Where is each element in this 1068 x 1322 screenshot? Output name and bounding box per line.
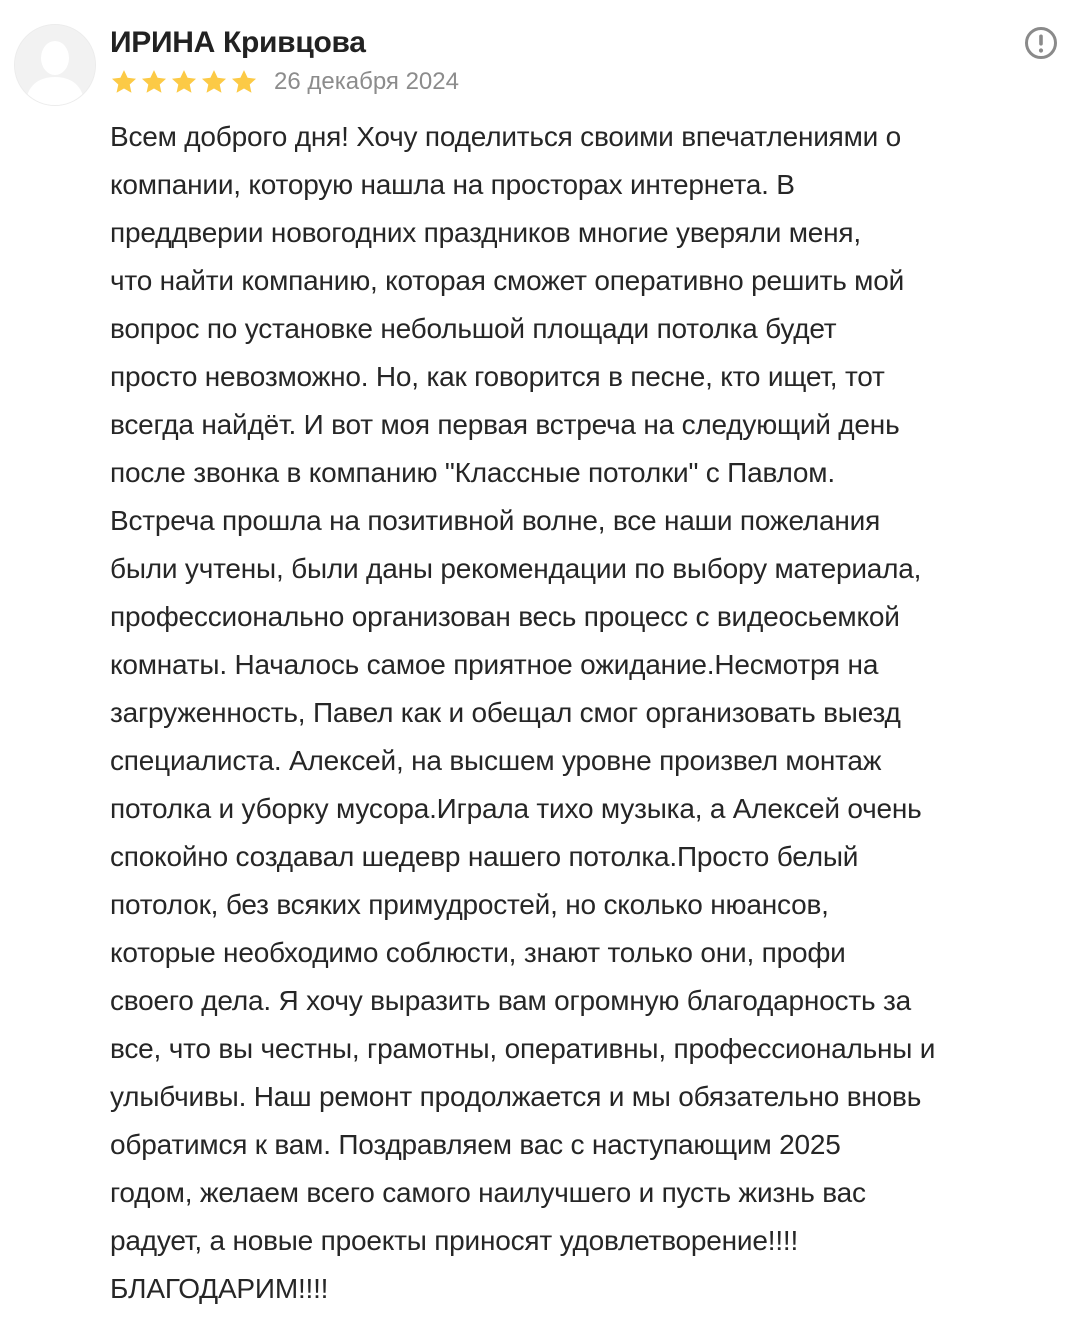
review-text-line: компании, которую нашла на просторах интернета. В: [110, 169, 795, 200]
review-text-line: специалиста. Алексей, на высшем уровне произвел монтаж: [110, 745, 882, 776]
review-text-line: после звонка в компанию "Классные потолки" с Павлом.: [110, 457, 835, 488]
review-meta: [110, 66, 459, 98]
review-text-line: вопрос по установке небольшой площади потолка будет: [110, 313, 837, 344]
review-text-line: Всем доброго дня! Хочу поделиться своими впечатлениями о: [110, 121, 902, 152]
user-silhouette-icon: [15, 25, 95, 105]
review-text-line: потолка и уборку мусора.Играла тихо музыка, а Алексей очень: [110, 793, 922, 824]
review-text-line: загруженность, Павел как и обещал смог организовать выезд: [110, 697, 901, 728]
review-text-line: Встреча прошла на позитивной волне, все наши пожелания: [110, 505, 881, 536]
star-icon: [200, 68, 228, 96]
review-text-line: просто невозможно. Но, как говорится в песне, кто ищет, тот: [110, 361, 885, 392]
review-text-line: своего дела. Я хочу выразить вам огромную благодарность за: [110, 985, 911, 1016]
review-text-line: профессионально организован весь процесс с видеосьемкой: [110, 601, 900, 632]
review-text-line: всегда найдёт. И вот моя первая встреча на следующий день: [110, 409, 900, 440]
star-icon: [230, 68, 258, 96]
star-icon: [110, 68, 138, 96]
star-icon: [170, 68, 198, 96]
review-text-line: потолок, без всяких примудростей, но сколько нюансов,: [110, 889, 829, 920]
review-text-line: были учтены, были даны рекомендации по выбору материала,: [110, 553, 922, 584]
author-name[interactable]: ИРИНА Кривцова: [110, 26, 366, 59]
review-text-line: годом, желаем всего самого наилучшего и пусть жизнь вас: [110, 1177, 866, 1208]
review-text-line: преддверии новогодних праздников многие уверяли меня,: [110, 217, 861, 248]
star-icon: [140, 68, 168, 96]
star-rating: [110, 68, 258, 96]
review-text: [110, 113, 1060, 1313]
review-text-line: комнаты. Началось самое приятное ожидание.Несмотря на: [110, 649, 879, 680]
review-text-line: спокойно создавал шедевр нашего потолка.Просто белый: [110, 841, 859, 872]
review-text-line: что найти компанию, которая сможет оперативно решить мой: [110, 265, 905, 296]
exclamation-circle-icon[interactable]: [1024, 26, 1058, 60]
review-text-line: которые необходимо соблюсти, знают только они, профи: [110, 937, 846, 968]
avatar[interactable]: [14, 24, 96, 106]
review-text-line: все, что вы честны, грамотны, оперативны, профессиональны и: [110, 1033, 936, 1064]
review-text-line: улыбчивы. Наш ремонт продолжается и мы обязательно вновь: [110, 1081, 922, 1112]
review-text-line: БЛАГОДАРИМ!!!!: [110, 1273, 329, 1304]
review-text-line: радует, а новые проекты приносят удовлетворение!!!!: [110, 1225, 799, 1256]
review-date: 26 декабря 2024: [274, 68, 459, 95]
review-text-line: обратимся к вам. Поздравляем вас с наступающим 2025: [110, 1129, 841, 1160]
